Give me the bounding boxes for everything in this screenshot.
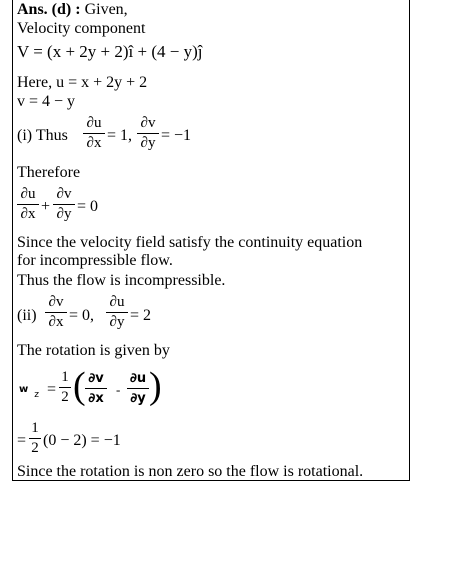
therefore-label: Therefore	[17, 164, 81, 181]
dv-dy-fraction	[137, 115, 159, 152]
conclusion-text: Since the rotation is non zero so the flow is rotational.	[17, 463, 364, 480]
answer-heading	[17, 1, 128, 19]
rotation-value-equals: =	[17, 432, 27, 449]
rotation-minus: -	[116, 382, 121, 397]
continuity-plus: +	[41, 198, 51, 215]
part2-dy: ∂y	[109, 314, 125, 330]
rotation-right-paren: )	[149, 365, 162, 407]
dx-denominator: ∂x	[86, 135, 102, 151]
rotation-w	[19, 381, 39, 399]
answer-label: Ans. (d) :	[17, 1, 81, 18]
rotation-dx: ∂x	[88, 391, 104, 406]
part-one-prefix: (i) Thus	[17, 127, 68, 144]
du-numerator: ∂u	[86, 115, 102, 131]
continuity-text-line2: for incompressible flow.	[17, 252, 173, 269]
dy-denominator: ∂y	[140, 135, 156, 151]
du-dy-value: = 2	[130, 307, 152, 324]
rotation-w-symbol: w	[19, 384, 29, 395]
rotation-half	[59, 369, 71, 406]
continuity-du-dx	[17, 186, 39, 223]
rotation-du: ∂u	[129, 371, 147, 386]
given-label: Given,	[84, 1, 128, 18]
du-dx-fraction	[83, 115, 105, 152]
u-definition: Here, u = x + 2y + 2	[17, 74, 148, 91]
part2-du: ∂u	[109, 294, 125, 310]
rotation-dv-dx	[85, 370, 107, 407]
dv-dy-value: = −1	[161, 127, 192, 144]
rotation-subscript: z	[34, 390, 39, 400]
part-two-prefix: (ii)	[17, 307, 37, 324]
continuity-dy: ∂y	[56, 206, 72, 222]
velocity-component-label: Velocity component	[17, 20, 146, 37]
part2-dv: ∂v	[48, 294, 64, 310]
dv-dx-fraction	[45, 294, 67, 331]
rotation-value-half-den: 2	[31, 440, 39, 456]
rotation-dy: ∂y	[130, 391, 146, 406]
continuity-dv-dy	[53, 186, 75, 223]
continuity-equals: = 0	[77, 198, 99, 215]
rotation-value-expression: (0 − 2) = −1	[43, 432, 121, 449]
dv-numerator: ∂v	[140, 115, 156, 131]
continuity-text-line1: Since the velocity field satisfy the continuity equation	[17, 234, 363, 251]
rotation-du-dy	[127, 370, 149, 407]
continuity-dv: ∂v	[56, 186, 72, 202]
continuity-dx: ∂x	[20, 206, 36, 222]
du-dy-fraction	[106, 294, 128, 331]
part2-dx: ∂x	[48, 314, 64, 330]
continuity-du: ∂u	[20, 186, 36, 202]
dv-dx-value: = 0,	[69, 307, 95, 324]
rotation-left-paren: (	[73, 365, 86, 407]
v-definition: v = 4 − y	[17, 93, 76, 110]
incompressible-text: Thus the flow is incompressible.	[17, 272, 226, 289]
rotation-intro: The rotation is given by	[17, 342, 170, 359]
rotation-value-half	[29, 420, 41, 457]
rotation-dv: ∂v	[88, 371, 104, 386]
rotation-value-half-num: 1	[31, 420, 39, 436]
rotation-half-num: 1	[61, 369, 69, 385]
rotation-half-den: 2	[61, 389, 69, 405]
rotation-equals: =	[47, 381, 57, 398]
answer-panel	[12, 0, 410, 481]
velocity-equation: V = (x + 2y + 2)î + (4 − y)ĵ	[17, 42, 203, 61]
du-dx-value: = 1,	[107, 127, 133, 144]
